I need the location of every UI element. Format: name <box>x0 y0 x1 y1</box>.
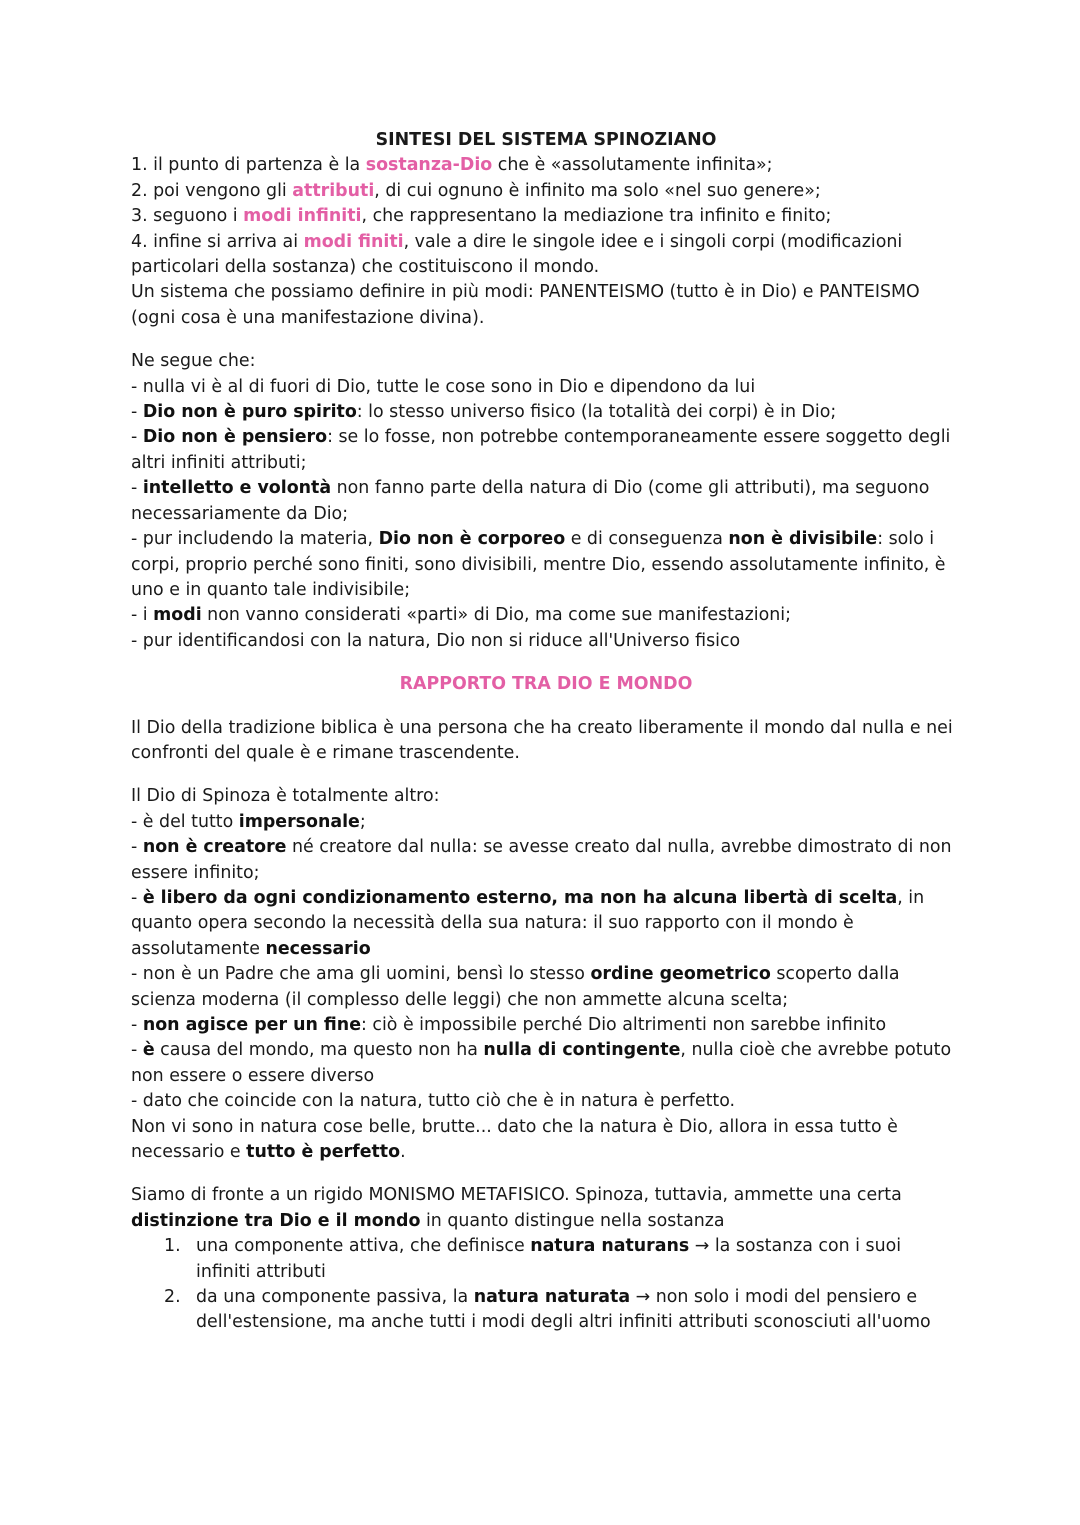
spinoza-lead: Il Dio di Spinoza è totalmente altro: <box>131 786 440 807</box>
intro-line-3: 3. seguono i modi infiniti, che rappresentano la mediazione tra infinito e finito; <box>131 206 832 227</box>
list-item: 1. una componente attiva, che definisce natura naturans → la sostanza con i suoi infiniti attributi <box>164 1236 902 1282</box>
spinoza-point-8: Non vi sono in natura cose belle, brutte... dato che la natura è Dio, allora in essa tutto è necessario e tutto è perfetto. <box>131 1116 898 1163</box>
consequence-4: - intelletto e volontà non fanno parte della natura di Dio (come gli attributi), ma seguono necessariamente da Dio; <box>131 478 930 524</box>
spinoza-point-7: - dato che coincide con la natura, tutto ciò che è in natura è perfetto. <box>131 1091 736 1112</box>
document-body <box>131 128 961 1336</box>
intro-line-1: 1. il punto di partenza è la sostanza-Dio che è «assolutamente infinita»; <box>131 155 773 176</box>
spinoza-point-4: - non è un Padre che ama gli uomini, bensì lo stesso ordine geometrico scoperto dalla scienza moderna (il complesso delle leggi) che non ammette alcuna scelta; <box>131 964 900 1010</box>
list-item: 2. da una componente passiva, la natura naturata → non solo i modi del pensiero e dell'estensione, ma anche tutti i modi degli altri infiniti attributi sconosciuti all'uomo <box>164 1287 931 1333</box>
consequences-lead: Ne segue che: <box>131 351 256 372</box>
page-title: SINTESI DEL SISTEMA SPINOZIANO <box>375 130 717 150</box>
section-title-rapporto: RAPPORTO TRA DIO E MONDO <box>399 674 693 695</box>
natura-list <box>131 1234 961 1336</box>
consequence-6: - i modi non vanno considerati «parti» di Dio, ma come sue manifestazioni; <box>131 605 791 626</box>
spinoza-point-1: - è del tutto impersonale; <box>131 811 366 832</box>
consequence-1: - nulla vi è al di fuori di Dio, tutte le cose sono in Dio e dipendono da lui <box>131 376 756 397</box>
spinoza-point-2: - non è creatore né creatore dal nulla: se avesse creato dal nulla, avrebbe dimostrato di non essere infinito; <box>131 837 952 883</box>
list-number: 2. <box>164 1287 181 1308</box>
spinoza-point-5: - non agisce per un fine: ciò è impossibile perché Dio altrimenti non sarebbe infinito <box>131 1015 887 1035</box>
consequence-7: - pur identificandosi con la natura, Dio non si riduce all'Universo fisico <box>131 630 741 651</box>
monism-paragraph: Siamo di fronte a un rigido MONISMO METAFISICO. Spinoza, tuttavia, ammette una certa distinzione tra Dio e il mondo in quanto distingue nella sostanza <box>131 1185 902 1231</box>
spinoza-point-3: - è libero da ogni condizionamento esterno, ma non ha alcuna libertà di scelta, in quanto opera secondo la necessità della sua natura: il suo rapporto con il mondo è assolutamente necessario <box>131 887 925 959</box>
spinoza-point-6: - è causa del mondo, ma questo non ha nulla di contingente, nulla cioè che avrebbe potuto non essere o essere diverso <box>131 1040 952 1086</box>
list-number: 1. <box>164 1236 181 1257</box>
consequence-5: - pur includendo la materia, Dio non è corporeo e di conseguenza non è divisibile: solo i corpi, proprio perché sono finiti, sono divisibili, mentre Dio, essendo assolutamente infinito, è uno e in quanto tale indivisibile; <box>131 529 946 600</box>
biblical-paragraph: Il Dio della tradizione biblica è una persona che ha creato liberamente il mondo dal nulla e nei confronti del quale è e rimane trascendente. <box>131 717 953 763</box>
intro-line-2: 2. poi vengono gli attributi, di cui ognuno è infinito ma solo «nel suo genere»; <box>131 180 821 201</box>
intro-line-5: Un sistema che possiamo definire in più modi: PANENTEISMO (tutto è in Dio) e PANTEISMO (ogni cosa è una manifestazione divina). <box>131 282 920 328</box>
consequence-2: - Dio non è puro spirito: lo stesso universo fisico (la totalità dei corpi) è in Dio; <box>131 402 837 423</box>
consequence-3: - Dio non è pensiero: se lo fosse, non potrebbe contemporaneamente essere soggetto degli altri infiniti attributi; <box>131 427 951 473</box>
intro-line-4: 4. infine si arriva ai modi finiti, vale a dire le singole idee e i singoli corpi (modificazioni particolari della sostanza) che costituiscono il mondo. <box>131 231 903 278</box>
